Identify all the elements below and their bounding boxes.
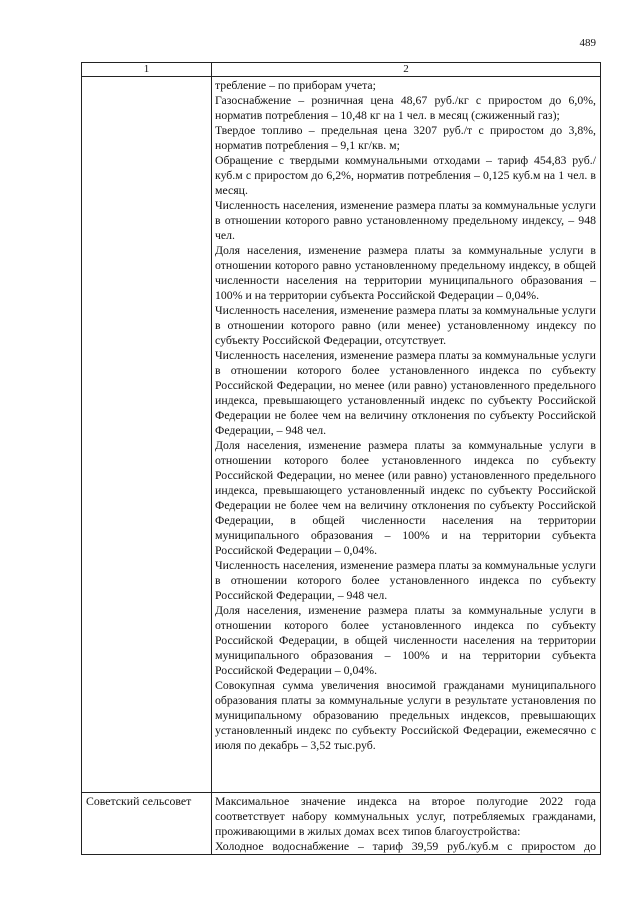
text-paragraph: Холодное водоснабжение – тариф 39,59 руб./куб.м с приростом до bbox=[215, 839, 596, 853]
text-paragraph: Численность населения, изменение размера платы за коммунальные услуги в отношении которого более установленного индекса по субъекту Российской Федерации, но менее (или равно) установленного предельного индекса, превышающего установленный индекс по субъекту Российской Федерации не более чем на величину отклонения по субъекту Российской Федерации, – 948 чел. bbox=[215, 348, 596, 437]
text-paragraph: Численность населения, изменение размера платы за коммунальные услуги в отношении которого более установленного индекса по субъекту Российской Федерации, – 948 чел. bbox=[215, 558, 596, 602]
text-paragraph: Доля населения, изменение размера платы за коммунальные услуги в отношении которого более установленного индекса по субъекту Российской Федерации, в общей численности населения на территории муниципального образования – 100% и на территории субъекта Российской Федерации – 0,04%. bbox=[215, 603, 596, 677]
column-header-2: 2 bbox=[212, 63, 601, 77]
text-paragraph: Доля населения, изменение размера платы за коммунальные услуги в отношении которого равно установленному предельному индексу, в общей численности населения на территории муниципального образования – 100% и на территории субъекта Российской Федерации – 0,04%. bbox=[215, 243, 596, 302]
text-paragraph: Численность населения, изменение размера платы за коммунальные услуги в отношении которого равно установленному предельному индексу, – 948 чел. bbox=[215, 198, 596, 242]
indicators-cell bbox=[212, 793, 601, 855]
municipal-index-table bbox=[81, 62, 601, 855]
table-header-row bbox=[82, 63, 601, 77]
text-paragraph: Твердое топливо – предельная цена 3207 руб./т с приростом до 3,8%, норматив потребления – 9,1 кг/кв. м; bbox=[215, 123, 596, 152]
column-header-1: 1 bbox=[82, 63, 212, 77]
text-paragraph: требление – по приборам учета; bbox=[215, 78, 376, 92]
text-paragraph: Газоснабжение – розничная цена 48,67 руб./кг с приростом до 6,0%, норматив потребления – 10,48 кг на 1 чел. в месяц (сжиженный газ); bbox=[215, 93, 596, 122]
table-row bbox=[82, 77, 601, 793]
text-paragraph: Численность населения, изменение размера платы за коммунальные услуги в отношении которого равно (или менее) установленному индексу по субъекту Российской Федерации, отсутствует. bbox=[215, 303, 596, 347]
text-paragraph: Обращение с твердыми коммунальными отходами – тариф 454,83 руб./куб.м с приростом до 6,2%, норматив потребления – 0,125 куб.м на 1 чел. в месяц. bbox=[215, 153, 596, 197]
indicators-cell bbox=[212, 77, 601, 793]
text-paragraph: Максимальное значение индекса на второе полугодие 2022 года соответствует набору коммунальных услуг, потребляемых гражданами, проживающими в жилых домах всех типов благоустройства: bbox=[215, 794, 596, 838]
table-row bbox=[82, 793, 601, 855]
text-paragraph: Доля населения, изменение размера платы за коммунальные услуги в отношении которого более установленного индекса по субъекту Российской Федерации, но менее (или равно) установленного предельного индекса, превышающего установленный индекс по субъекту Российской Федерации не более чем на величину отклонения по субъекту Российской Федерации, в общей численности населения на территории муниципального образования – 100% и на территории субъекта Российской Федерации – 0,04%. bbox=[215, 438, 596, 557]
page-number: 489 bbox=[579, 37, 596, 49]
district-name-cell: Советский сельсовет bbox=[82, 793, 212, 855]
district-name-cell bbox=[82, 77, 212, 793]
text-paragraph: Совокупная сумма увеличения вносимой гражданами муниципального образования платы за коммунальные услуги в результате установления по муниципальному образованию предельных индексов, превышающих установленный индекс по субъекту Российской Федерации, ежемесячно с июля по декабрь – 3,52 тыс.руб. bbox=[215, 678, 596, 752]
